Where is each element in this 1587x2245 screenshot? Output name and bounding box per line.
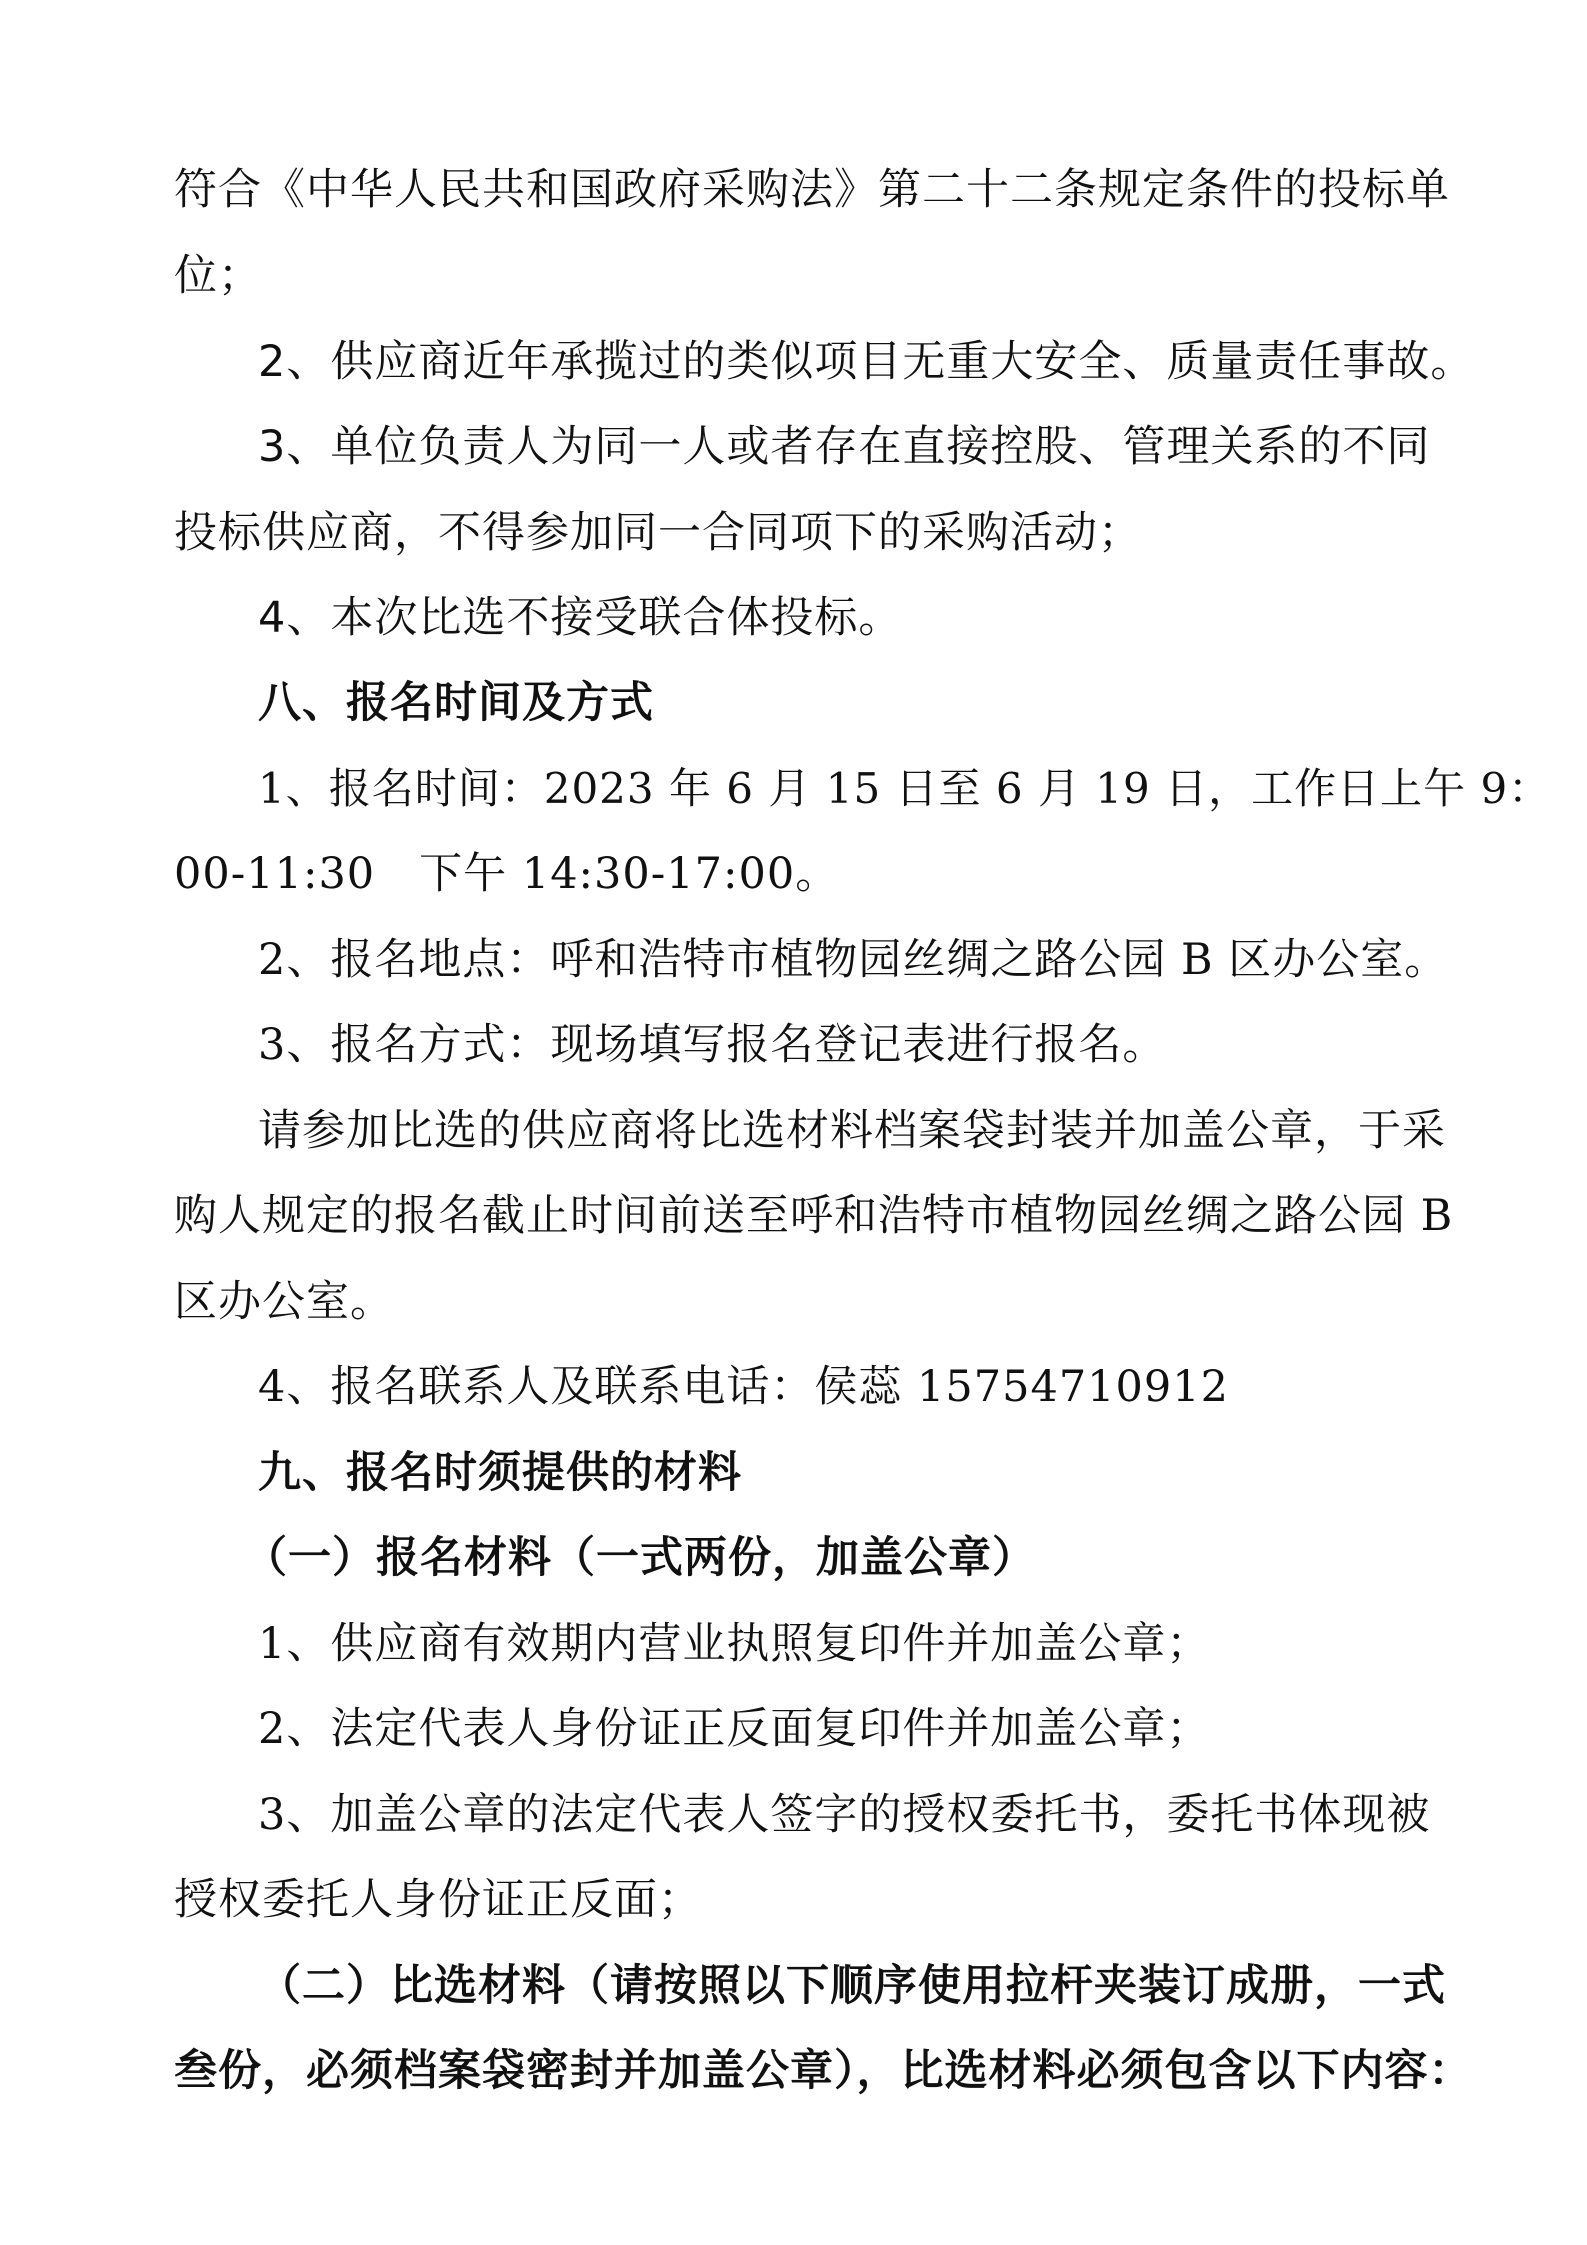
list-item: 2、报名地点：呼和浩特市植物园丝绸之路公园 B 区办公室。 [258, 935, 1449, 985]
subsection-heading: （二）比选材料（请按照以下顺序使用拉杆夹装订成册，一式 [258, 1961, 1446, 2011]
paragraph-line: 区办公室。 [174, 1277, 394, 1327]
list-item: 1、供应商有效期内营业执照复印件并加盖公章； [258, 1619, 1211, 1669]
list-item: 4、本次比选不接受联合体投标。 [258, 593, 903, 643]
list-item: 2、法定代表人身份证正反面复印件并加盖公章； [258, 1704, 1211, 1754]
subsection-heading-continued: 叁份，必须档案袋密封并加盖公章），比选材料必须包含以下内容： [174, 2046, 1473, 2096]
paragraph-line: 购人规定的报名截止时间前送至呼和浩特市植物园丝绸之路公园 B [174, 1191, 1454, 1241]
list-item: 4、报名联系人及联系电话：侯蕊 15754710912 [258, 1362, 1229, 1412]
list-item: 1、报名时间：2023 年 6 月 15 日至 6 月 19 日，工作日上午 9： [258, 764, 1552, 813]
subsection-heading: （一）报名材料（一式两份，加盖公章） [244, 1533, 1036, 1583]
section-heading: 八、报名时间及方式 [258, 678, 654, 728]
list-item: 3、报名方式：现场填写报名登记表进行报名。 [258, 1020, 1167, 1070]
list-item-continued: 投标供应商，不得参加同一合同项下的采购活动； [174, 508, 1142, 558]
paragraph-line: 符合《中华人民共和国政府采购法》第二十二条规定条件的投标单 [174, 165, 1450, 215]
list-item: 2、供应商近年承揽过的类似项目无重大安全、质量责任事故。 [258, 337, 1475, 387]
list-item: 3、单位负责人为同一人或者存在直接控股、管理关系的不同 [258, 422, 1431, 472]
list-item-continued: 授权委托人身份证正反面； [174, 1875, 702, 1925]
paragraph-line: 位； [174, 251, 262, 301]
section-heading: 九、报名时须提供的材料 [258, 1448, 742, 1498]
paragraph-line: 请参加比选的供应商将比选材料档案袋封装并加盖公章，于采 [258, 1106, 1446, 1156]
list-item: 3、加盖公章的法定代表人签字的授权委托书，委托书体现被 [258, 1790, 1431, 1840]
list-item-continued: 00-11:30 下午 14:30-17:00。 [174, 849, 840, 899]
